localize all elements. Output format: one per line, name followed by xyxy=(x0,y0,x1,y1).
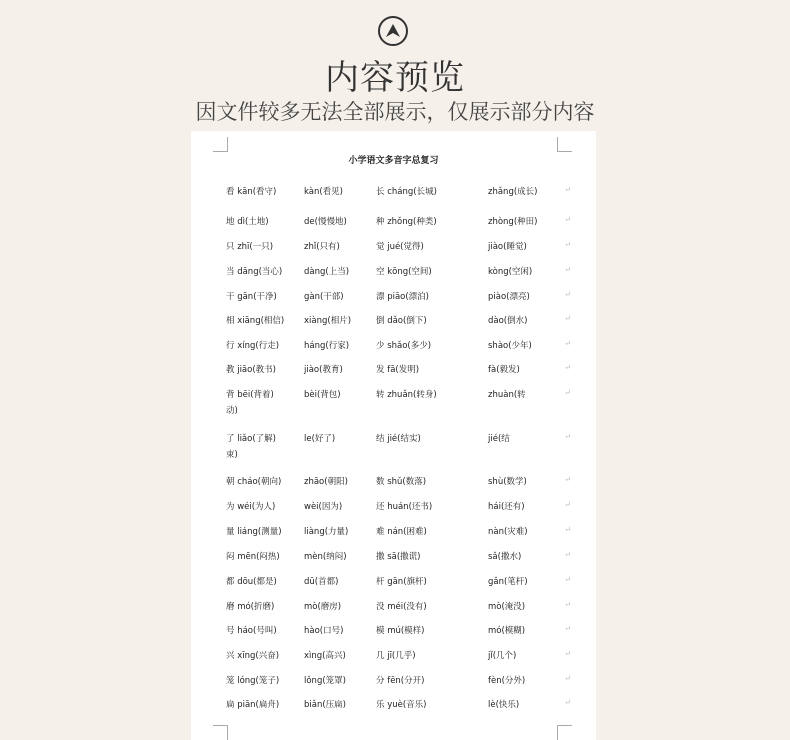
entry-text: 笼 lóng(笼子) xyxy=(226,676,280,686)
paragraph-mark: ↵ xyxy=(564,575,571,584)
entry-text: 撒 sā(撒谎) xyxy=(376,552,421,562)
entry-text: 都 dōu(都是) xyxy=(226,577,277,587)
paragraph-mark: ↵ xyxy=(564,525,571,534)
entry-text: 磨 mó(折磨) xyxy=(226,602,275,612)
list-item xyxy=(226,290,571,302)
entry-text: 数 shǔ(数落) xyxy=(376,477,427,487)
entry-text: 转 zhuǎn(转身) xyxy=(376,390,437,400)
list-item xyxy=(226,575,571,587)
entry-text: 几 jī(几乎) xyxy=(376,651,416,661)
paragraph-mark: ↵ xyxy=(564,339,571,348)
paragraph-mark: ↵ xyxy=(564,600,571,609)
entry-text: dàng(上当) xyxy=(304,267,350,277)
entry-text: 干 gān(干净) xyxy=(226,292,277,302)
entry-text: dū(首都) xyxy=(304,577,339,587)
entry-text: 教 jiāo(教书) xyxy=(226,365,276,375)
entry-text: 发 fā(发明) xyxy=(376,365,420,375)
paragraph-mark: ↵ xyxy=(564,649,571,658)
entry-text: 看 kān(看守) xyxy=(226,187,277,197)
entry-text: sǎ(撒水) xyxy=(488,552,522,562)
entry-text: le(好了) xyxy=(304,434,336,444)
list-item xyxy=(226,475,571,487)
entry-text: lǒng(笼罩) xyxy=(304,676,346,686)
entry-text: shù(数学) xyxy=(488,477,527,487)
entry-text: 结 jié(结实) xyxy=(376,434,421,444)
entry-text: 漂 piāo(漂泊) xyxy=(376,292,430,302)
paragraph-mark: ↵ xyxy=(564,388,571,397)
entry-text: kàn(看见) xyxy=(304,187,344,197)
entry-text: jié(结 xyxy=(488,434,510,444)
entry-text: jǐ(几个) xyxy=(488,651,517,661)
entry-text: fèn(分外) xyxy=(488,676,526,686)
paragraph-mark: ↵ xyxy=(564,500,571,509)
entry-text: wèi(因为) xyxy=(304,502,343,512)
document-preview xyxy=(191,131,596,740)
entry-text: jiào(睡觉) xyxy=(488,242,527,252)
entry-text: bèi(背包) xyxy=(304,390,341,400)
list-item xyxy=(226,240,571,252)
entry-text: 兴 xīng(兴奋) xyxy=(226,651,280,661)
entry-text: dào(倒水) xyxy=(488,316,528,326)
entry-text: mò(淹没) xyxy=(488,602,526,612)
paragraph-mark: ↵ xyxy=(564,698,571,707)
entry-text: 量 liáng(测量) xyxy=(226,527,282,537)
paragraph-mark: ↵ xyxy=(564,265,571,274)
entry-text: 乐 yuè(音乐) xyxy=(376,700,427,710)
list-item xyxy=(226,363,571,375)
entry-text: xìng(高兴) xyxy=(304,651,346,661)
corner-mark xyxy=(213,137,228,152)
entry-text: zhòng(种田) xyxy=(488,217,538,227)
entry-text: 动) xyxy=(226,406,238,416)
list-item xyxy=(226,185,571,197)
entry-text: 背 bēi(背着) xyxy=(226,390,274,400)
paragraph-mark: ↵ xyxy=(564,314,571,323)
list-item xyxy=(226,674,571,686)
entry-text: gàn(干部) xyxy=(304,292,344,302)
entry-text: de(慢慢地) xyxy=(304,217,347,227)
corner-mark xyxy=(557,725,572,740)
entry-text: gǎn(笔杆) xyxy=(488,577,528,587)
entry-text: 没 méi(没有) xyxy=(376,602,427,612)
entry-text: 杆 gān(旗杆) xyxy=(376,577,427,587)
list-item xyxy=(226,314,571,326)
entry-text: hái(还有) xyxy=(488,502,525,512)
entry-text: 束) xyxy=(226,450,238,460)
entry-text: zhǐ(只有) xyxy=(304,242,340,252)
list-item xyxy=(226,500,571,512)
list-item xyxy=(226,339,571,351)
entry-text: fà(毅发) xyxy=(488,365,520,375)
entry-text: mèn(纳闷) xyxy=(304,552,347,562)
entry-text: 扁 piān(扁舟) xyxy=(226,700,280,710)
entry-text: 分 fēn(分开) xyxy=(376,676,425,686)
list-item xyxy=(226,550,571,562)
entry-text: 长 cháng(长城) xyxy=(376,187,437,197)
entry-text: biǎn(压扁) xyxy=(304,700,346,710)
entry-text: 倒 dǎo(倒下) xyxy=(376,316,427,326)
entry-text: 号 háo(号叫) xyxy=(226,626,277,636)
list-item xyxy=(226,600,571,612)
paragraph-mark: ↵ xyxy=(564,240,571,249)
paragraph-mark: ↵ xyxy=(564,475,571,484)
entry-text: háng(行家) xyxy=(304,341,350,351)
page-title: 内容预览 xyxy=(325,58,465,98)
paragraph-mark: ↵ xyxy=(564,185,571,194)
entry-text: mò(磨房) xyxy=(304,602,342,612)
page-subtitle: 因文件较多无法全部展示，仅展示部分内容 xyxy=(195,100,595,124)
entry-text: 空 kōng(空间) xyxy=(376,267,432,277)
entry-text: xiàng(相片) xyxy=(304,316,352,326)
entry-text: zhuàn(转 xyxy=(488,390,526,400)
entry-text: 觉 jué(觉得) xyxy=(376,242,424,252)
list-item xyxy=(226,215,571,227)
paragraph-mark: ↵ xyxy=(564,550,571,559)
entry-text: kòng(空闲) xyxy=(488,267,533,277)
paragraph-mark: ↵ xyxy=(564,432,571,441)
paragraph-mark: ↵ xyxy=(564,215,571,224)
entry-text: 只 zhī(一只) xyxy=(226,242,274,252)
entry-text: liàng(力量) xyxy=(304,527,349,537)
entry-text: shào(少年) xyxy=(488,341,532,351)
entry-text: 模 mú(模样) xyxy=(376,626,425,636)
up-arrow-circle-icon xyxy=(378,16,408,46)
entry-text: hào(口号) xyxy=(304,626,344,636)
list-item xyxy=(226,265,571,277)
entry-text: 地 dì(土地) xyxy=(226,217,269,227)
list-item xyxy=(226,649,571,661)
list-item xyxy=(226,698,571,710)
paragraph-mark: ↵ xyxy=(564,624,571,633)
entry-text: 朝 cháo(朝向) xyxy=(226,477,282,487)
entry-text: 还 huán(还书) xyxy=(376,502,433,512)
list-item xyxy=(226,388,571,416)
entry-text: mó(模糊) xyxy=(488,626,526,636)
document-title: 小学语文多音字总复习 xyxy=(348,156,439,166)
entry-text: lè(快乐) xyxy=(488,700,520,710)
list-item xyxy=(226,432,571,460)
entry-text: 当 dāng(当心) xyxy=(226,267,283,277)
entry-text: 少 shǎo(多少) xyxy=(376,341,432,351)
entry-text: 种 zhǒng(种类) xyxy=(376,217,437,227)
entry-text: 闷 mēn(闷热) xyxy=(226,552,280,562)
paragraph-mark: ↵ xyxy=(564,290,571,299)
entry-text: zhǎng(成长) xyxy=(488,187,538,197)
entry-text: 了 liǎo(了解) xyxy=(226,434,276,444)
entry-text: 相 xiāng(相信) xyxy=(226,316,285,326)
entry-text: zhāo(朝阳) xyxy=(304,477,348,487)
corner-mark xyxy=(213,725,228,740)
entry-text: jiào(教育) xyxy=(304,365,343,375)
corner-mark xyxy=(557,137,572,152)
list-item xyxy=(226,525,571,537)
entry-text: piào(漂亮) xyxy=(488,292,530,302)
arrow-glyph xyxy=(384,22,402,40)
paragraph-mark: ↵ xyxy=(564,674,571,683)
entry-text: 为 wéi(为人) xyxy=(226,502,276,512)
entry-text: 行 xíng(行走) xyxy=(226,341,280,351)
list-item xyxy=(226,624,571,636)
entry-text: nàn(灾难) xyxy=(488,527,528,537)
entry-text: 难 nán(困难) xyxy=(376,527,427,537)
paragraph-mark: ↵ xyxy=(564,363,571,372)
